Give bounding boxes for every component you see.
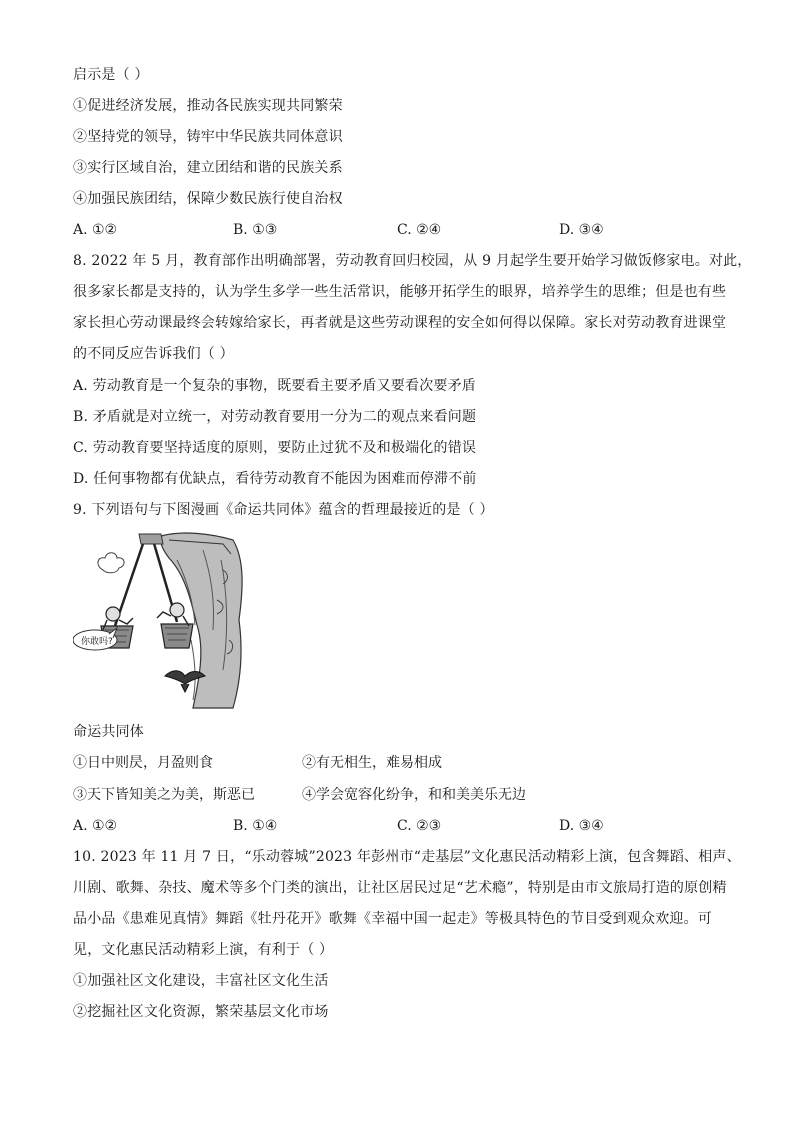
q8-stem-line-3: 家长担心劳动课最终会转嫁给家长，再者就是这些劳动课程的安全如何得以保障。家长对劳动教育进课堂 [73,315,727,331]
q9-option-b[interactable]: B. ①④ [233,818,278,834]
q9-stem: 9. 下列语句与下图漫画《命运共同体》蕴含的哲理最接近的是（ ） [73,502,494,518]
q8-option-a[interactable]: A. 劳动教育是一个复杂的事物，既要看主要矛盾又要看次要矛盾 [73,378,477,394]
q9-item-2: ②有无相生，难易相成 [302,755,442,771]
q8-option-b[interactable]: B. 矛盾就是对立统一，对劳动教育要用一分为二的观点来看问题 [73,409,477,425]
q7-options [73,221,753,239]
q8-stem-line-4: 的不同反应告诉我们（ ） [73,346,234,362]
q7-item-3: ③实行区域自治，建立团结和谐的民族关系 [73,160,343,176]
q8-stem-line-2: 很多家长都是支持的，认为学生多学一些生活常识，能够开拓学生的眼界，培养学生的思维；但是也有些 [73,284,727,300]
q9-items-row-2 [73,786,753,804]
q9-option-c[interactable]: C. ②③ [397,818,442,834]
q9-option-a[interactable]: A. ①② [73,818,118,834]
q7-stem-tail: 启示是（ ） [73,67,149,83]
q10-stem-line-2: 川剧、歌舞、杂技、魔术等多个门类的演出，让社区居民过足“艺术瘾”，特别是由市文旅局打造的原创精 [73,880,727,896]
q8-option-c[interactable]: C. 劳动教育要坚持适度的原则，要防止过犹不及和极端化的错误 [73,440,477,456]
q7-option-d[interactable]: D. ③④ [559,222,604,238]
q7-option-b[interactable]: B. ①③ [233,222,278,238]
q9-options [73,817,753,835]
q7-option-a[interactable]: A. ①② [73,222,118,238]
comic-caption: 命运共同体 [73,724,144,740]
q10-item-2: ②挖掘社区文化资源，繁荣基层文化市场 [73,1004,329,1020]
q10-stem-line-1: 10. 2023 年 11 月 7 日，“乐动蓉城”2023 年彭州市“走基层”文化惠民活动精彩上演，包含舞蹈、相声、 [73,849,741,865]
q7-option-c[interactable]: C. ②④ [397,222,442,238]
comic-speech-bubble: 你敢吗? [81,637,113,647]
q8-option-d[interactable]: D. 任何事物都有优缺点，看待劳动教育不能因为困难而停滞不前 [73,471,477,487]
q10-stem-line-4: 见，文化惠民活动精彩上演，有利于（ ） [73,942,334,958]
q10-stem-line-3: 品小品《患难见真情》舞蹈《牡丹花开》歌舞《幸福中国一起走》等极具特色的节目受到观众欢迎。可 [73,911,712,927]
q9-item-3: ③天下皆知美之为美，斯恶已 [73,787,255,803]
q8-stem-line-1: 8. 2022 年 5 月，教育部作出明确部署，劳动教育回归校园，从 9 月起学生要开始学习做饭修家电。对此， [73,253,752,269]
q9-item-4: ④学会宽容化纷争，和和美美乐无边 [302,787,526,803]
q9-items-row-1 [73,754,753,772]
comic-illustration [73,530,245,710]
q10-item-1: ①加强社区文化建设，丰富社区文化生活 [73,973,329,989]
q9-option-d[interactable]: D. ③④ [559,818,604,834]
q9-item-1: ①日中则昃，月盈则食 [73,755,213,771]
q7-item-1: ①促进经济发展，推动各民族实现共同繁荣 [73,98,343,114]
q7-item-4: ④加强民族团结，保障少数民族行使自治权 [73,191,343,207]
q7-item-2: ②坚持党的领导，铸牢中华民族共同体意识 [73,129,343,145]
